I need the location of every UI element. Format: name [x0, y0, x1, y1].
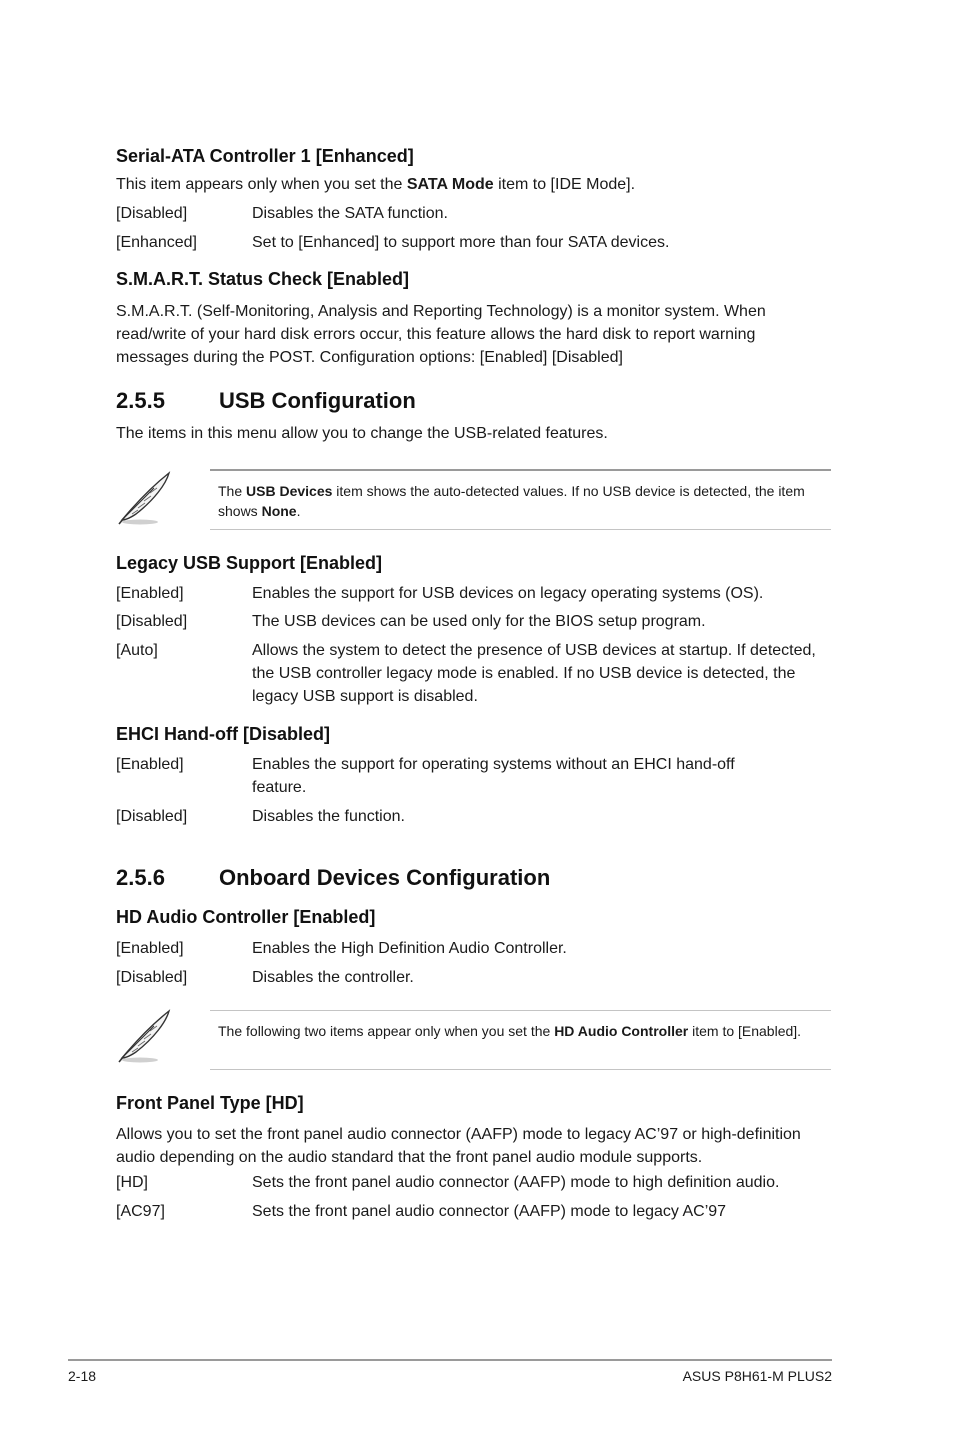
front-panel-body: Allows you to set the front panel audio connector (AAFP) mode to legacy AC’97 or high-definition audio depending on the audio standard that the front panel audio module supports.	[116, 1126, 801, 1166]
option-key: [Disabled]	[116, 808, 188, 825]
footer-rule	[68, 1359, 832, 1361]
heading-legacy-usb: Legacy USB Support [Enabled]	[116, 553, 383, 573]
option-row	[116, 639, 832, 708]
section-title-usb	[116, 388, 416, 414]
option-row	[116, 610, 832, 633]
note-text: The following two items appear only when you set the HD Audio Controller item to [Enabled].	[218, 1023, 802, 1039]
option-key: [Auto]	[116, 642, 158, 659]
heading-sata-controller: Serial-ATA Controller 1 [Enhanced]	[116, 146, 414, 166]
option-key: [Enhanced]	[116, 234, 197, 251]
usb-intro: The items in this menu allow you to change the USB-related features.	[116, 425, 608, 442]
option-key: [Enabled]	[116, 940, 184, 957]
option-desc: Sets the front panel audio connector (AAFP) mode to legacy AC’97	[252, 1203, 727, 1220]
heading-smart: S.M.A.R.T. Status Check [Enabled]	[116, 269, 410, 289]
section-title-onboard	[116, 865, 550, 891]
note-pen-icon	[114, 1008, 174, 1064]
option-desc: Disables the controller.	[252, 969, 414, 986]
option-desc: Enables the support for operating systems without an EHCI hand-off feature.	[252, 756, 735, 796]
option-row	[116, 231, 832, 254]
option-key: [Enabled]	[116, 756, 184, 773]
option-desc: Disables the SATA function.	[252, 205, 448, 222]
option-row	[116, 937, 832, 960]
option-desc: Allows the system to detect the presence of USB devices at startup. If detected, the USB controller legacy mode is enabled. If no USB device is detected, the legacy USB support is disabled.	[252, 642, 816, 705]
option-desc: Sets the front panel audio connector (AAFP) mode to high definition audio.	[252, 1174, 780, 1191]
option-row	[116, 582, 832, 605]
section-title: Onboard Devices Configuration	[219, 865, 551, 890]
section-title: USB Configuration	[219, 388, 416, 413]
option-row	[116, 202, 832, 225]
heading-hd-audio: HD Audio Controller [Enabled]	[116, 907, 376, 927]
heading-ehci-handoff: EHCI Hand-off [Disabled]	[116, 724, 330, 744]
option-desc: Disables the function.	[252, 808, 405, 825]
option-row	[116, 966, 832, 989]
option-key: [Enabled]	[116, 585, 184, 602]
option-row	[116, 753, 832, 799]
option-row	[116, 805, 832, 828]
option-key: [Disabled]	[116, 205, 188, 222]
option-key: [AC97]	[116, 1203, 165, 1220]
section-number: 2.5.5	[116, 388, 165, 413]
note-usb-devices	[210, 469, 831, 530]
option-row	[116, 1171, 832, 1194]
option-desc: Enables the support for USB devices on legacy operating systems (OS).	[252, 585, 764, 602]
option-desc: Set to [Enhanced] to support more than four SATA devices.	[252, 234, 670, 251]
product-name: ASUS P8H61-M PLUS2	[682, 1368, 832, 1384]
note-hd-audio	[210, 1010, 831, 1070]
section-number: 2.5.6	[116, 865, 165, 890]
sata-intro: This item appears only when you set the SATA Mode item to [IDE Mode].	[116, 176, 636, 193]
option-key: [Disabled]	[116, 613, 188, 630]
option-row	[116, 1200, 832, 1223]
heading-front-panel: Front Panel Type [HD]	[116, 1093, 304, 1113]
option-desc: The USB devices can be used only for the BIOS setup program.	[252, 613, 706, 630]
smart-body: S.M.A.R.T. (Self-Monitoring, Analysis and Reporting Technology) is a monitor system. When read/write of your hard disk errors occur, this feature allows the hard disk to report warning messages during the POST. Configuration options: [Enabled] [Disabled]	[116, 303, 766, 366]
note-text: The USB Devices item shows the auto-detected values. If no USB device is detected, the item shows None.	[218, 483, 805, 519]
option-key: [HD]	[116, 1174, 148, 1191]
option-key: [Disabled]	[116, 969, 188, 986]
option-desc: Enables the High Definition Audio Controller.	[252, 940, 567, 957]
note-pen-icon	[114, 470, 174, 526]
page-number: 2-18	[68, 1368, 97, 1384]
